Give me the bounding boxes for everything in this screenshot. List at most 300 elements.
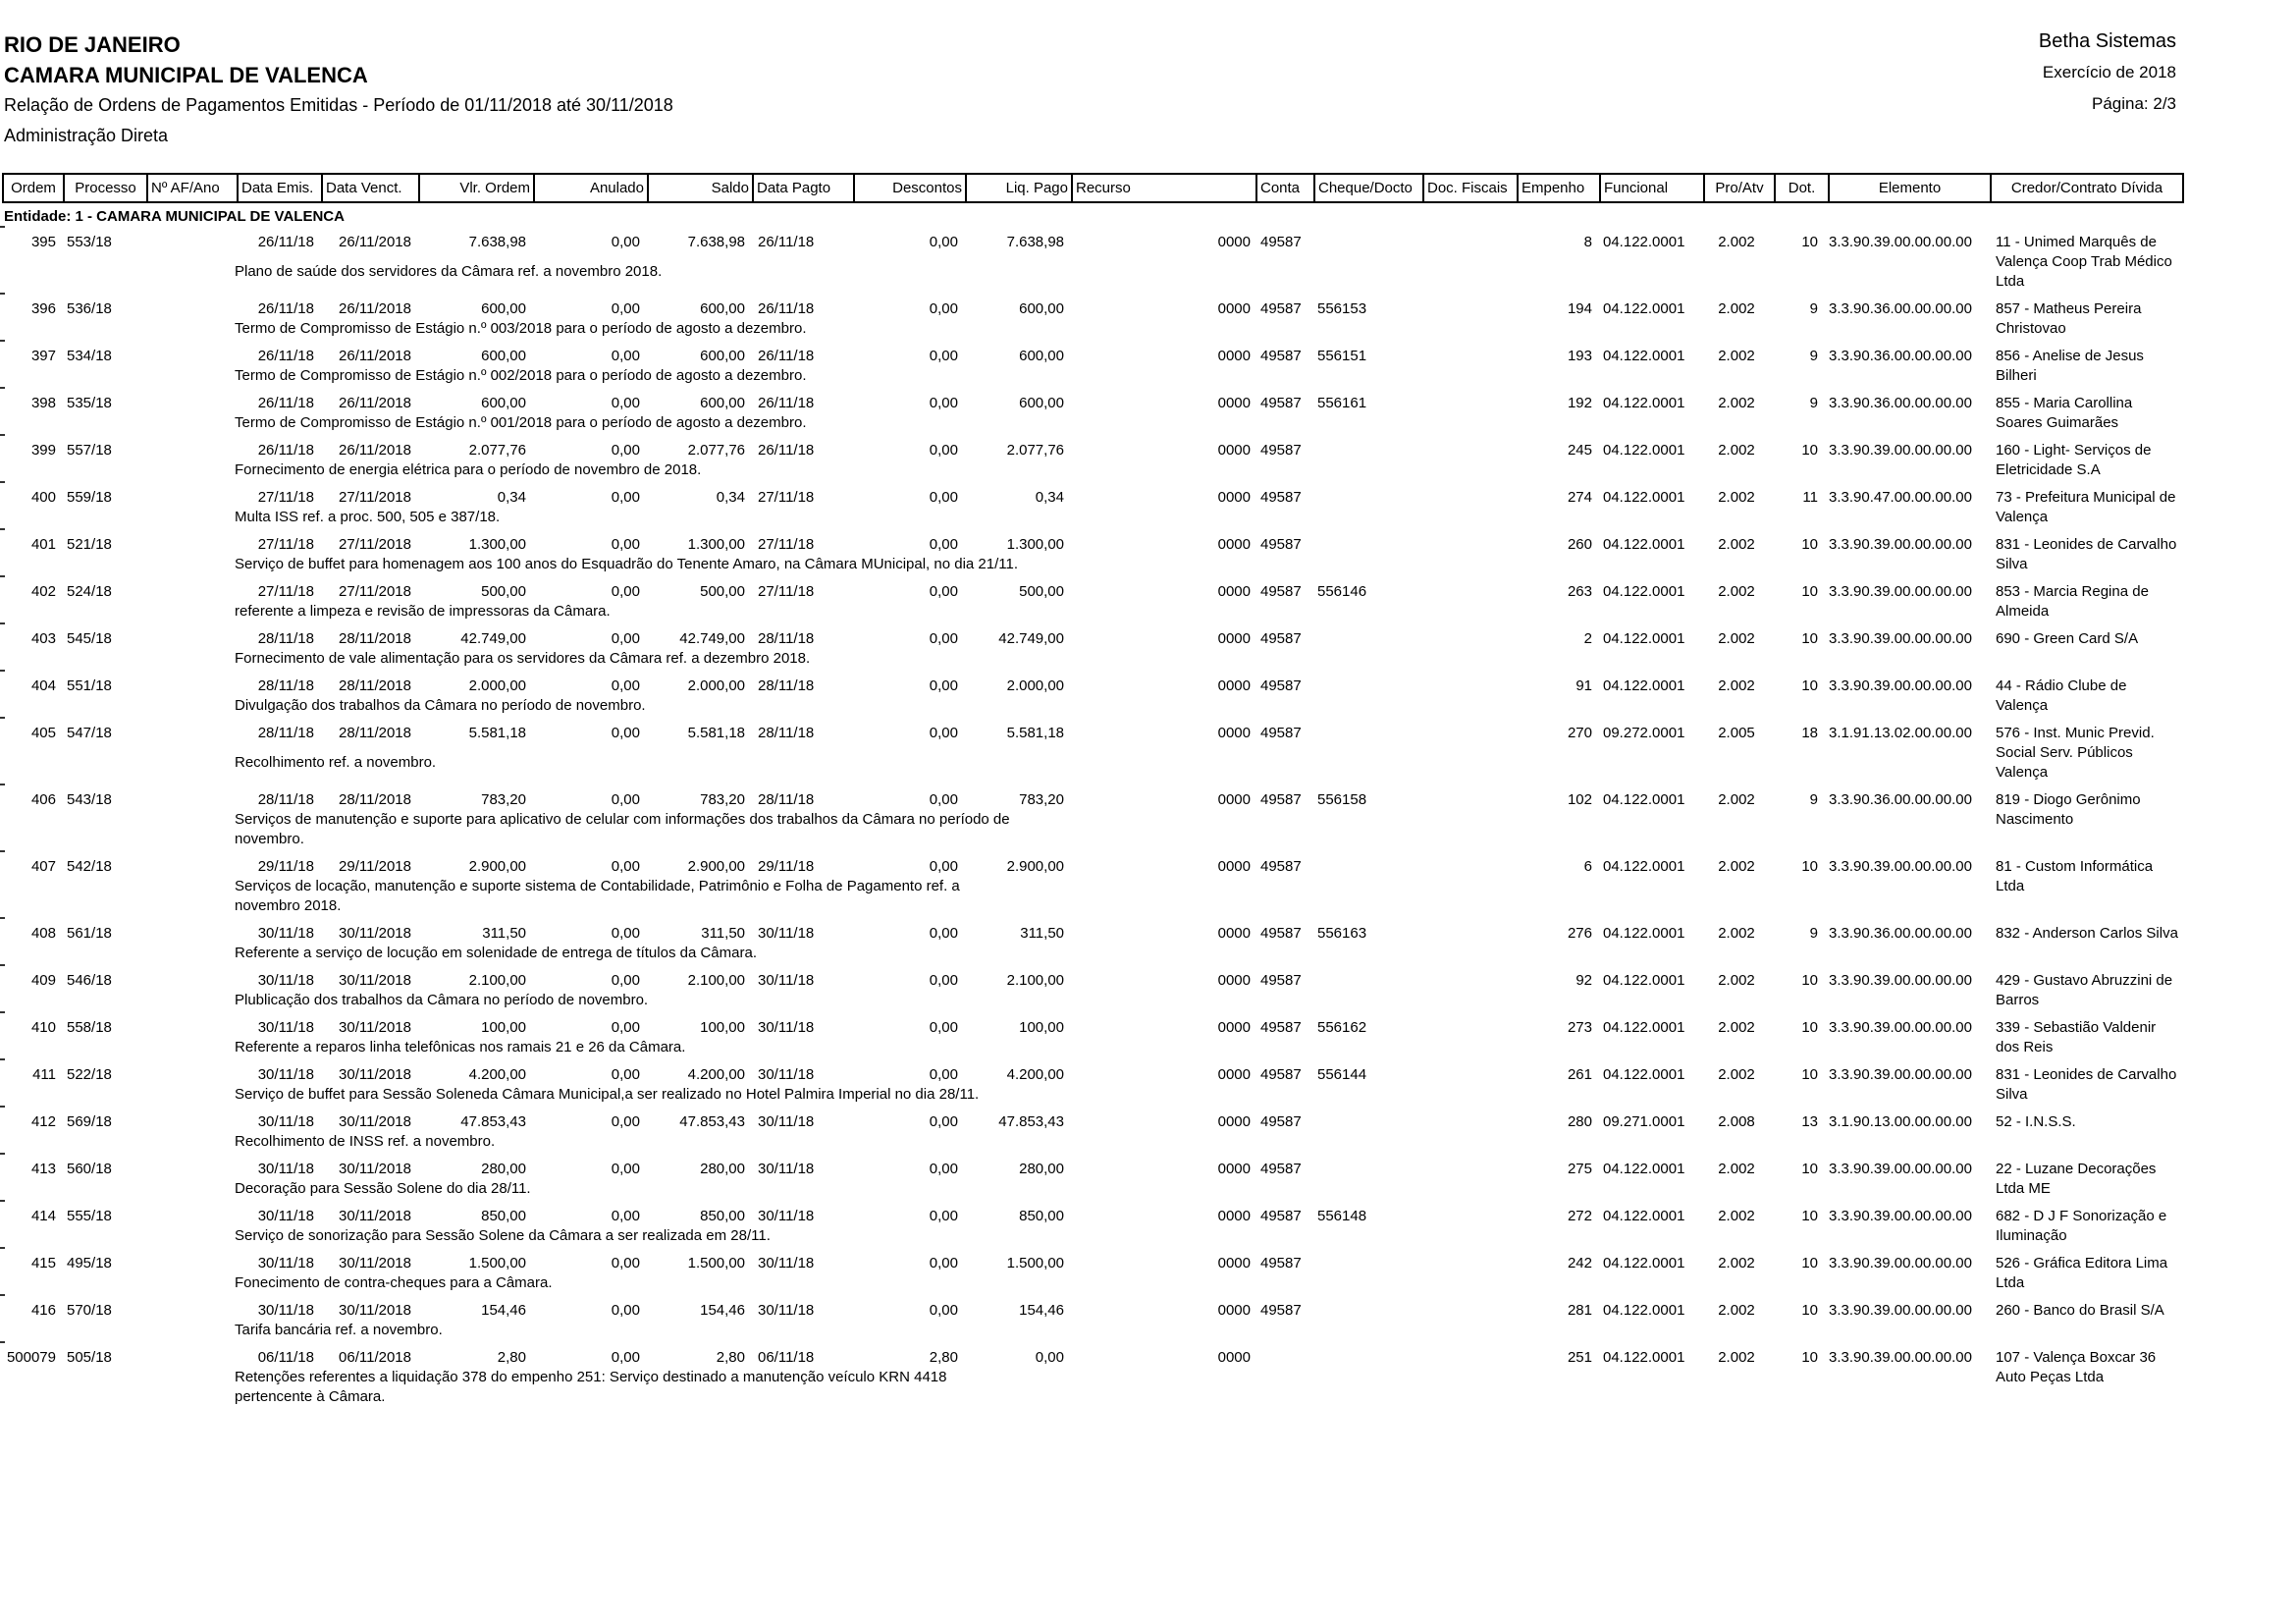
cell-data-emis: 30/11/18 <box>257 972 314 989</box>
cell-dot: 9 <box>1809 791 1818 808</box>
left-margin-tick <box>0 1247 5 1249</box>
cell-ordem: 397 <box>30 348 56 364</box>
cell-vlr-ordem: 42.749,00 <box>460 630 526 647</box>
cell-empenho: 260 <box>1567 536 1592 553</box>
cell-pro-atv: 2.002 <box>1718 583 1755 600</box>
cell-cheque-docto <box>1311 1160 1420 1179</box>
table-row <box>2 676 2184 716</box>
cell-dot: 9 <box>1809 300 1818 317</box>
left-margin-tick <box>0 1058 5 1060</box>
cell-anulado: 0,00 <box>611 1349 640 1366</box>
cell-empenho: 273 <box>1567 1019 1592 1036</box>
cell-recurso: 0000 <box>1217 583 1251 600</box>
cell-credor: 160 - Light- Serviços de Eletricidade S.A <box>1996 442 2152 478</box>
cell-elemento: 3.3.90.39.00.00.00.00 <box>1829 630 1972 647</box>
cell-saldo: 4.200,00 <box>687 1066 745 1083</box>
cell-processo: 569/18 <box>67 1113 112 1130</box>
cell-saldo: 600,00 <box>700 348 745 364</box>
cell-descontos: 0,00 <box>929 536 958 553</box>
state-name: RIO DE JANEIRO <box>4 32 181 57</box>
cell-cheque-docto: 556146 <box>1317 583 1367 600</box>
cell-data-venct: 26/11/2018 <box>339 300 411 317</box>
cell-vlr-ordem: 2.077,76 <box>468 442 526 459</box>
left-margin-tick <box>0 850 5 852</box>
cell-anulado: 0,00 <box>611 234 640 250</box>
cell-data-pagto: 06/11/18 <box>758 1349 815 1366</box>
cell-descontos: 2,80 <box>929 1349 958 1366</box>
cell-conta: 49587 <box>1260 1255 1302 1271</box>
cell-cheque-docto <box>1311 971 1420 991</box>
cell-data-emis: 28/11/18 <box>257 677 314 694</box>
cell-conta: 49587 <box>1260 234 1302 250</box>
cell-anulado: 0,00 <box>611 1208 640 1224</box>
cell-descricao: Fornecimento de vale alimentação para os servidores da Câmara ref. a dezembro 2018. <box>235 650 811 667</box>
cell-cheque-docto: 556153 <box>1317 300 1367 317</box>
cell-data-venct: 26/11/2018 <box>339 395 411 411</box>
cell-empenho: 251 <box>1567 1349 1592 1366</box>
cell-conta: 49587 <box>1260 1113 1302 1130</box>
cell-processo: 505/18 <box>67 1349 112 1366</box>
cell-data-emis: 28/11/18 <box>257 791 314 808</box>
table-row <box>2 1065 2184 1105</box>
cell-vlr-ordem: 100,00 <box>481 1019 526 1036</box>
cell-elemento: 3.3.90.39.00.00.00.00 <box>1829 234 1972 250</box>
cell-af-ano <box>144 299 235 319</box>
cell-ordem: 412 <box>30 1113 56 1130</box>
cell-saldo: 2.900,00 <box>687 858 745 875</box>
cell-descricao: Multa ISS ref. a proc. 500, 505 e 387/18. <box>235 509 501 525</box>
page-number: Página: 2/3 <box>2091 94 2176 113</box>
cell-data-pagto: 30/11/18 <box>758 1066 815 1083</box>
cell-funcional: 04.122.0001 <box>1603 925 1685 942</box>
table-row <box>2 724 2184 783</box>
cell-anulado: 0,00 <box>611 858 640 875</box>
cell-vlr-ordem: 280,00 <box>481 1161 526 1177</box>
cell-liq-pago: 0,00 <box>1035 1349 1064 1366</box>
cell-pro-atv: 2.002 <box>1718 395 1755 411</box>
cell-liq-pago: 42.749,00 <box>998 630 1064 647</box>
cell-processo: 534/18 <box>67 348 112 364</box>
cell-empenho: 193 <box>1567 348 1592 364</box>
cell-conta: 49587 <box>1260 348 1302 364</box>
report-header <box>0 0 2296 173</box>
cell-pro-atv: 2.002 <box>1718 489 1755 506</box>
cell-descricao: Recolhimento de INSS ref. a novembro. <box>235 1133 496 1150</box>
cell-credor: 52 - I.N.S.S. <box>1996 1113 2076 1130</box>
left-margin-tick <box>0 1294 5 1296</box>
cell-descontos: 0,00 <box>929 972 958 989</box>
software-vendor: Betha Sistemas <box>2038 30 2176 52</box>
cell-funcional: 04.122.0001 <box>1603 1066 1685 1083</box>
cell-processo: 560/18 <box>67 1161 112 1177</box>
entity-name: CAMARA MUNICIPAL DE VALENCA <box>4 63 368 87</box>
cell-data-emis: 30/11/18 <box>257 1066 314 1083</box>
cell-elemento: 3.3.90.39.00.00.00.00 <box>1829 677 1972 694</box>
cell-doc-fiscais <box>1420 924 1515 944</box>
cell-af-ano <box>144 1018 235 1038</box>
cell-dot: 10 <box>1801 1019 1818 1036</box>
cell-ordem: 407 <box>30 858 56 875</box>
cell-conta: 49587 <box>1260 442 1302 459</box>
cell-funcional: 04.122.0001 <box>1603 791 1685 808</box>
cell-processo: 542/18 <box>67 858 112 875</box>
cell-processo: 535/18 <box>67 395 112 411</box>
cell-vlr-ordem: 0,34 <box>497 489 526 506</box>
cell-data-venct: 30/11/2018 <box>339 1302 411 1319</box>
cell-data-pagto: 28/11/18 <box>758 630 815 647</box>
cell-processo: 521/18 <box>67 536 112 553</box>
cell-saldo: 42.749,00 <box>679 630 745 647</box>
cell-recurso: 0000 <box>1217 677 1251 694</box>
cell-pro-atv: 2.002 <box>1718 1302 1755 1319</box>
entity-group-row: Entidade: 1 - CAMARA MUNICIPAL DE VALENCA <box>4 208 345 225</box>
cell-vlr-ordem: 5.581,18 <box>468 725 526 741</box>
cell-recurso: 0000 <box>1217 489 1251 506</box>
cell-credor: 831 - Leonides de Carvalho Silva <box>1996 536 2177 572</box>
cell-data-pagto: 30/11/18 <box>758 1161 815 1177</box>
cell-af-ano <box>144 347 235 366</box>
cell-anulado: 0,00 <box>611 1302 640 1319</box>
cell-saldo: 0,34 <box>716 489 745 506</box>
cell-doc-fiscais <box>1420 1254 1515 1273</box>
cell-dot: 11 <box>1802 489 1818 506</box>
cell-conta: 49587 <box>1260 1208 1302 1224</box>
table-row <box>2 790 2184 849</box>
cell-cheque-docto <box>1311 857 1420 877</box>
cell-data-venct: 26/11/2018 <box>339 348 411 364</box>
cell-descricao: Referente a reparos linha telefônicas nos ramais 21 e 26 da Câmara. <box>235 1039 686 1055</box>
cell-recurso: 0000 <box>1217 1019 1251 1036</box>
column-header-recurso: Recurso <box>1071 175 1255 201</box>
left-margin-tick <box>0 622 5 624</box>
cell-descricao: Referente a serviço de locução em solenidade de entrega de títulos da Câmara. <box>235 945 757 961</box>
cell-data-emis: 06/11/18 <box>257 1349 314 1366</box>
table-row <box>2 582 2184 622</box>
cell-doc-fiscais <box>1420 629 1515 649</box>
table-row <box>2 394 2184 433</box>
cell-processo: 555/18 <box>67 1208 112 1224</box>
table-row <box>2 441 2184 480</box>
cell-dot: 10 <box>1801 677 1818 694</box>
cell-data-pagto: 26/11/18 <box>758 442 815 459</box>
table-row <box>2 1254 2184 1293</box>
cell-doc-fiscais <box>1420 347 1515 366</box>
cell-funcional: 04.122.0001 <box>1603 536 1685 553</box>
cell-anulado: 0,00 <box>611 1161 640 1177</box>
cell-dot: 9 <box>1809 395 1818 411</box>
cell-data-emis: 27/11/18 <box>257 489 314 506</box>
cell-descricao: Fornecimento de energia elétrica para o período de novembro de 2018. <box>235 461 702 478</box>
cell-vlr-ordem: 600,00 <box>481 348 526 364</box>
left-margin-tick <box>0 964 5 966</box>
cell-processo: 495/18 <box>67 1255 112 1271</box>
cell-elemento: 3.3.90.47.00.00.00.00 <box>1829 489 1972 506</box>
cell-doc-fiscais <box>1420 1018 1515 1038</box>
cell-data-venct: 30/11/2018 <box>339 1161 411 1177</box>
cell-empenho: 2 <box>1583 630 1592 647</box>
cell-anulado: 0,00 <box>611 791 640 808</box>
cell-vlr-ordem: 154,46 <box>481 1302 526 1319</box>
left-margin-tick <box>0 1011 5 1013</box>
cell-descontos: 0,00 <box>929 725 958 741</box>
cell-dot: 10 <box>1801 1066 1818 1083</box>
cell-vlr-ordem: 500,00 <box>481 583 526 600</box>
cell-af-ano <box>144 233 235 262</box>
payments-table <box>2 173 2184 1407</box>
cell-funcional: 09.271.0001 <box>1603 1113 1685 1130</box>
cell-processo: 536/18 <box>67 300 112 317</box>
cell-descontos: 0,00 <box>929 300 958 317</box>
cell-recurso: 0000 <box>1217 348 1251 364</box>
cell-liq-pago: 1.300,00 <box>1006 536 1064 553</box>
administration-type: Administração Direta <box>4 126 169 145</box>
cell-recurso: 0000 <box>1217 300 1251 317</box>
cell-credor: 81 - Custom Informática Ltda <box>1996 858 2154 894</box>
cell-anulado: 0,00 <box>611 972 640 989</box>
cell-doc-fiscais <box>1420 535 1515 555</box>
cell-funcional: 04.122.0001 <box>1603 1019 1685 1036</box>
cell-descricao: Tarifa bancária ref. a novembro. <box>235 1322 443 1338</box>
cell-anulado: 0,00 <box>611 1066 640 1083</box>
cell-descontos: 0,00 <box>929 925 958 942</box>
cell-funcional: 04.122.0001 <box>1603 300 1685 317</box>
cell-doc-fiscais <box>1420 1065 1515 1085</box>
cell-processo: 546/18 <box>67 972 112 989</box>
cell-af-ano <box>144 857 235 877</box>
cell-pro-atv: 2.002 <box>1718 858 1755 875</box>
cell-pro-atv: 2.002 <box>1718 1349 1755 1366</box>
cell-data-pagto: 26/11/18 <box>758 395 815 411</box>
column-header-data-pagto: Data Pagto <box>752 175 853 201</box>
cell-liq-pago: 850,00 <box>1019 1208 1064 1224</box>
left-margin-tick <box>0 917 5 919</box>
report-title: Relação de Ordens de Pagamentos Emitidas - Período de 01/11/2018 até 30/11/2018 <box>4 95 673 115</box>
cell-anulado: 0,00 <box>611 489 640 506</box>
cell-pro-atv: 2.002 <box>1718 1019 1755 1036</box>
cell-liq-pago: 4.200,00 <box>1006 1066 1064 1083</box>
cell-empenho: 272 <box>1567 1208 1592 1224</box>
column-header-funcional: Funcional <box>1599 175 1703 201</box>
cell-elemento: 3.3.90.39.00.00.00.00 <box>1829 536 1972 553</box>
cell-anulado: 0,00 <box>611 395 640 411</box>
column-header-credor: Credor/Contrato Dívida <box>1990 175 2182 201</box>
cell-descricao: Serviços de manutenção e suporte para aplicativo de celular com informações dos trabalhos da Câmara no período de novembro. <box>235 811 1010 847</box>
cell-ordem: 406 <box>30 791 56 808</box>
cell-data-pagto: 27/11/18 <box>758 583 815 600</box>
cell-doc-fiscais <box>1420 1301 1515 1321</box>
table-row <box>2 347 2184 386</box>
cell-anulado: 0,00 <box>611 1113 640 1130</box>
cell-ordem: 398 <box>30 395 56 411</box>
cell-descricao: Plublicação dos trabalhos da Câmara no período de novembro. <box>235 992 649 1008</box>
cell-ordem: 401 <box>30 536 56 553</box>
cell-doc-fiscais <box>1420 971 1515 991</box>
left-margin-tick <box>0 784 5 785</box>
cell-descontos: 0,00 <box>929 234 958 250</box>
cell-anulado: 0,00 <box>611 300 640 317</box>
cell-recurso: 0000 <box>1217 972 1251 989</box>
cell-recurso: 0000 <box>1217 1208 1251 1224</box>
cell-data-pagto: 30/11/18 <box>758 1302 815 1319</box>
cell-cheque-docto <box>1311 629 1420 649</box>
cell-descontos: 0,00 <box>929 1255 958 1271</box>
cell-liq-pago: 0,34 <box>1035 489 1064 506</box>
cell-elemento: 3.3.90.36.00.00.00.00 <box>1829 300 1972 317</box>
cell-recurso: 0000 <box>1217 536 1251 553</box>
cell-saldo: 600,00 <box>700 300 745 317</box>
column-header-vlr-ordem: Vlr. Ordem <box>418 175 533 201</box>
cell-conta: 49587 <box>1260 630 1302 647</box>
cell-ordem: 415 <box>30 1255 56 1271</box>
cell-processo: 559/18 <box>67 489 112 506</box>
cell-descricao: Serviço de sonorização para Sessão Solene da Câmara a ser realizada em 28/11. <box>235 1227 771 1244</box>
table-row <box>2 1301 2184 1340</box>
cell-saldo: 7.638,98 <box>687 234 745 250</box>
cell-recurso: 0000 <box>1217 1349 1251 1366</box>
cell-descricao: Termo de Compromisso de Estágio n.º 001/2018 para o período de agosto a dezembro. <box>235 414 807 431</box>
cell-data-emis: 26/11/18 <box>257 234 314 250</box>
report-header-left <box>4 29 673 151</box>
cell-cheque-docto <box>1311 676 1420 696</box>
cell-af-ano <box>144 1160 235 1179</box>
cell-saldo: 100,00 <box>700 1019 745 1036</box>
left-margin-tick <box>0 1153 5 1155</box>
cell-conta: 49587 <box>1260 536 1302 553</box>
cell-pro-atv: 2.005 <box>1718 725 1755 741</box>
cell-pro-atv: 2.002 <box>1718 630 1755 647</box>
table-row <box>2 857 2184 916</box>
cell-ordem: 416 <box>30 1302 56 1319</box>
cell-descricao: Plano de saúde dos servidores da Câmara ref. a novembro 2018. <box>235 263 663 280</box>
cell-data-pagto: 28/11/18 <box>758 725 815 741</box>
cell-dot: 10 <box>1801 1161 1818 1177</box>
cell-recurso: 0000 <box>1217 725 1251 741</box>
cell-af-ano <box>144 1207 235 1226</box>
cell-funcional: 04.122.0001 <box>1603 395 1685 411</box>
cell-anulado: 0,00 <box>611 442 640 459</box>
cell-empenho: 275 <box>1567 1161 1592 1177</box>
cell-empenho: 245 <box>1567 442 1592 459</box>
cell-data-pagto: 30/11/18 <box>758 972 815 989</box>
cell-credor: 690 - Green Card S/A <box>1996 630 2139 647</box>
table-row <box>2 1018 2184 1057</box>
cell-elemento: 3.3.90.39.00.00.00.00 <box>1829 1302 1972 1319</box>
cell-recurso: 0000 <box>1217 442 1251 459</box>
cell-credor: 73 - Prefeitura Municipal de Valença <box>1996 489 2176 525</box>
cell-data-pagto: 28/11/18 <box>758 791 815 808</box>
cell-conta: 49587 <box>1260 489 1302 506</box>
cell-conta: 49587 <box>1260 725 1302 741</box>
cell-elemento: 3.3.90.39.00.00.00.00 <box>1829 1349 1972 1366</box>
cell-vlr-ordem: 2.900,00 <box>468 858 526 875</box>
cell-cheque-docto <box>1311 535 1420 555</box>
cell-data-venct: 27/11/2018 <box>339 489 411 506</box>
cell-data-emis: 30/11/18 <box>257 1208 314 1224</box>
cell-cheque-docto: 556158 <box>1317 791 1367 808</box>
cell-pro-atv: 2.002 <box>1718 1255 1755 1271</box>
cell-credor: 260 - Banco do Brasil S/A <box>1996 1302 2164 1319</box>
cell-pro-atv: 2.002 <box>1718 442 1755 459</box>
cell-empenho: 281 <box>1567 1302 1592 1319</box>
cell-elemento: 3.3.90.39.00.00.00.00 <box>1829 583 1972 600</box>
cell-ordem: 400 <box>30 489 56 506</box>
cell-descontos: 0,00 <box>929 583 958 600</box>
cell-conta: 49587 <box>1260 677 1302 694</box>
cell-funcional: 04.122.0001 <box>1603 1349 1685 1366</box>
cell-recurso: 0000 <box>1217 1113 1251 1130</box>
cell-saldo: 850,00 <box>700 1208 745 1224</box>
cell-data-pagto: 27/11/18 <box>758 489 815 506</box>
cell-credor: 853 - Marcia Regina de Almeida <box>1996 583 2149 620</box>
table-row <box>2 1348 2184 1407</box>
cell-credor: 682 - D J F Sonorização e Iluminação <box>1996 1208 2167 1244</box>
cell-af-ano <box>144 676 235 696</box>
cell-recurso: 0000 <box>1217 1161 1251 1177</box>
cell-vlr-ordem: 7.638,98 <box>468 234 526 250</box>
cell-af-ano <box>144 582 235 602</box>
cell-af-ano <box>144 535 235 555</box>
cell-data-venct: 27/11/2018 <box>339 583 411 600</box>
cell-empenho: 242 <box>1567 1255 1592 1271</box>
cell-conta: 49587 <box>1260 858 1302 875</box>
cell-empenho: 8 <box>1583 234 1592 250</box>
cell-descricao: Serviço de buffet para Sessão Soleneda Câmara Municipal,a ser realizado no Hotel Palmira Imperial no dia 28/11. <box>235 1086 980 1103</box>
cell-af-ano <box>144 629 235 649</box>
left-margin-tick <box>0 293 5 295</box>
cell-cheque-docto <box>1311 724 1420 753</box>
cell-descontos: 0,00 <box>929 1066 958 1083</box>
cell-data-emis: 26/11/18 <box>257 442 314 459</box>
cell-cheque-docto <box>1311 1112 1420 1132</box>
cell-credor: 855 - Maria Carollina Soares Guimarães <box>1996 395 2133 431</box>
cell-empenho: 194 <box>1567 300 1592 317</box>
left-margin-tick <box>0 434 5 436</box>
cell-credor: 339 - Sebastião Valdenir dos Reis <box>1996 1019 2157 1055</box>
cell-pro-atv: 2.002 <box>1718 972 1755 989</box>
cell-elemento: 3.3.90.39.00.00.00.00 <box>1829 1019 1972 1036</box>
cell-anulado: 0,00 <box>611 583 640 600</box>
cell-descricao: Serviços de locação, manutenção e suporte sistema de Contabilidade, Patrimônio e Folha de Pagamento ref. a novembro 2018. <box>235 878 960 914</box>
column-header-anulado: Anulado <box>533 175 647 201</box>
cell-data-pagto: 26/11/18 <box>758 234 815 250</box>
cell-data-pagto: 30/11/18 <box>758 1208 815 1224</box>
column-header-empenho: Empenho <box>1517 175 1599 201</box>
cell-pro-atv: 2.002 <box>1718 791 1755 808</box>
cell-descontos: 0,00 <box>929 1113 958 1130</box>
cell-data-venct: 30/11/2018 <box>339 925 411 942</box>
cell-ordem: 396 <box>30 300 56 317</box>
cell-cheque-docto <box>1311 441 1420 460</box>
cell-elemento: 3.3.90.36.00.00.00.00 <box>1829 348 1972 364</box>
exercise-year: Exercício de 2018 <box>2042 63 2176 81</box>
cell-data-emis: 30/11/18 <box>257 1302 314 1319</box>
cell-dot: 13 <box>1801 1113 1818 1130</box>
cell-funcional: 04.122.0001 <box>1603 583 1685 600</box>
cell-conta: 49587 <box>1260 1302 1302 1319</box>
table-row <box>2 233 2184 292</box>
cell-dot: 10 <box>1801 234 1818 250</box>
cell-dot: 10 <box>1801 536 1818 553</box>
cell-liq-pago: 311,50 <box>1020 925 1064 942</box>
cell-descontos: 0,00 <box>929 858 958 875</box>
cell-af-ano <box>144 790 235 810</box>
cell-recurso: 0000 <box>1217 1255 1251 1271</box>
cell-doc-fiscais <box>1420 394 1515 413</box>
cell-empenho: 270 <box>1567 725 1592 741</box>
cell-ordem: 405 <box>30 725 56 741</box>
column-header-dot: Dot. <box>1774 175 1828 201</box>
cell-processo: 570/18 <box>67 1302 112 1319</box>
